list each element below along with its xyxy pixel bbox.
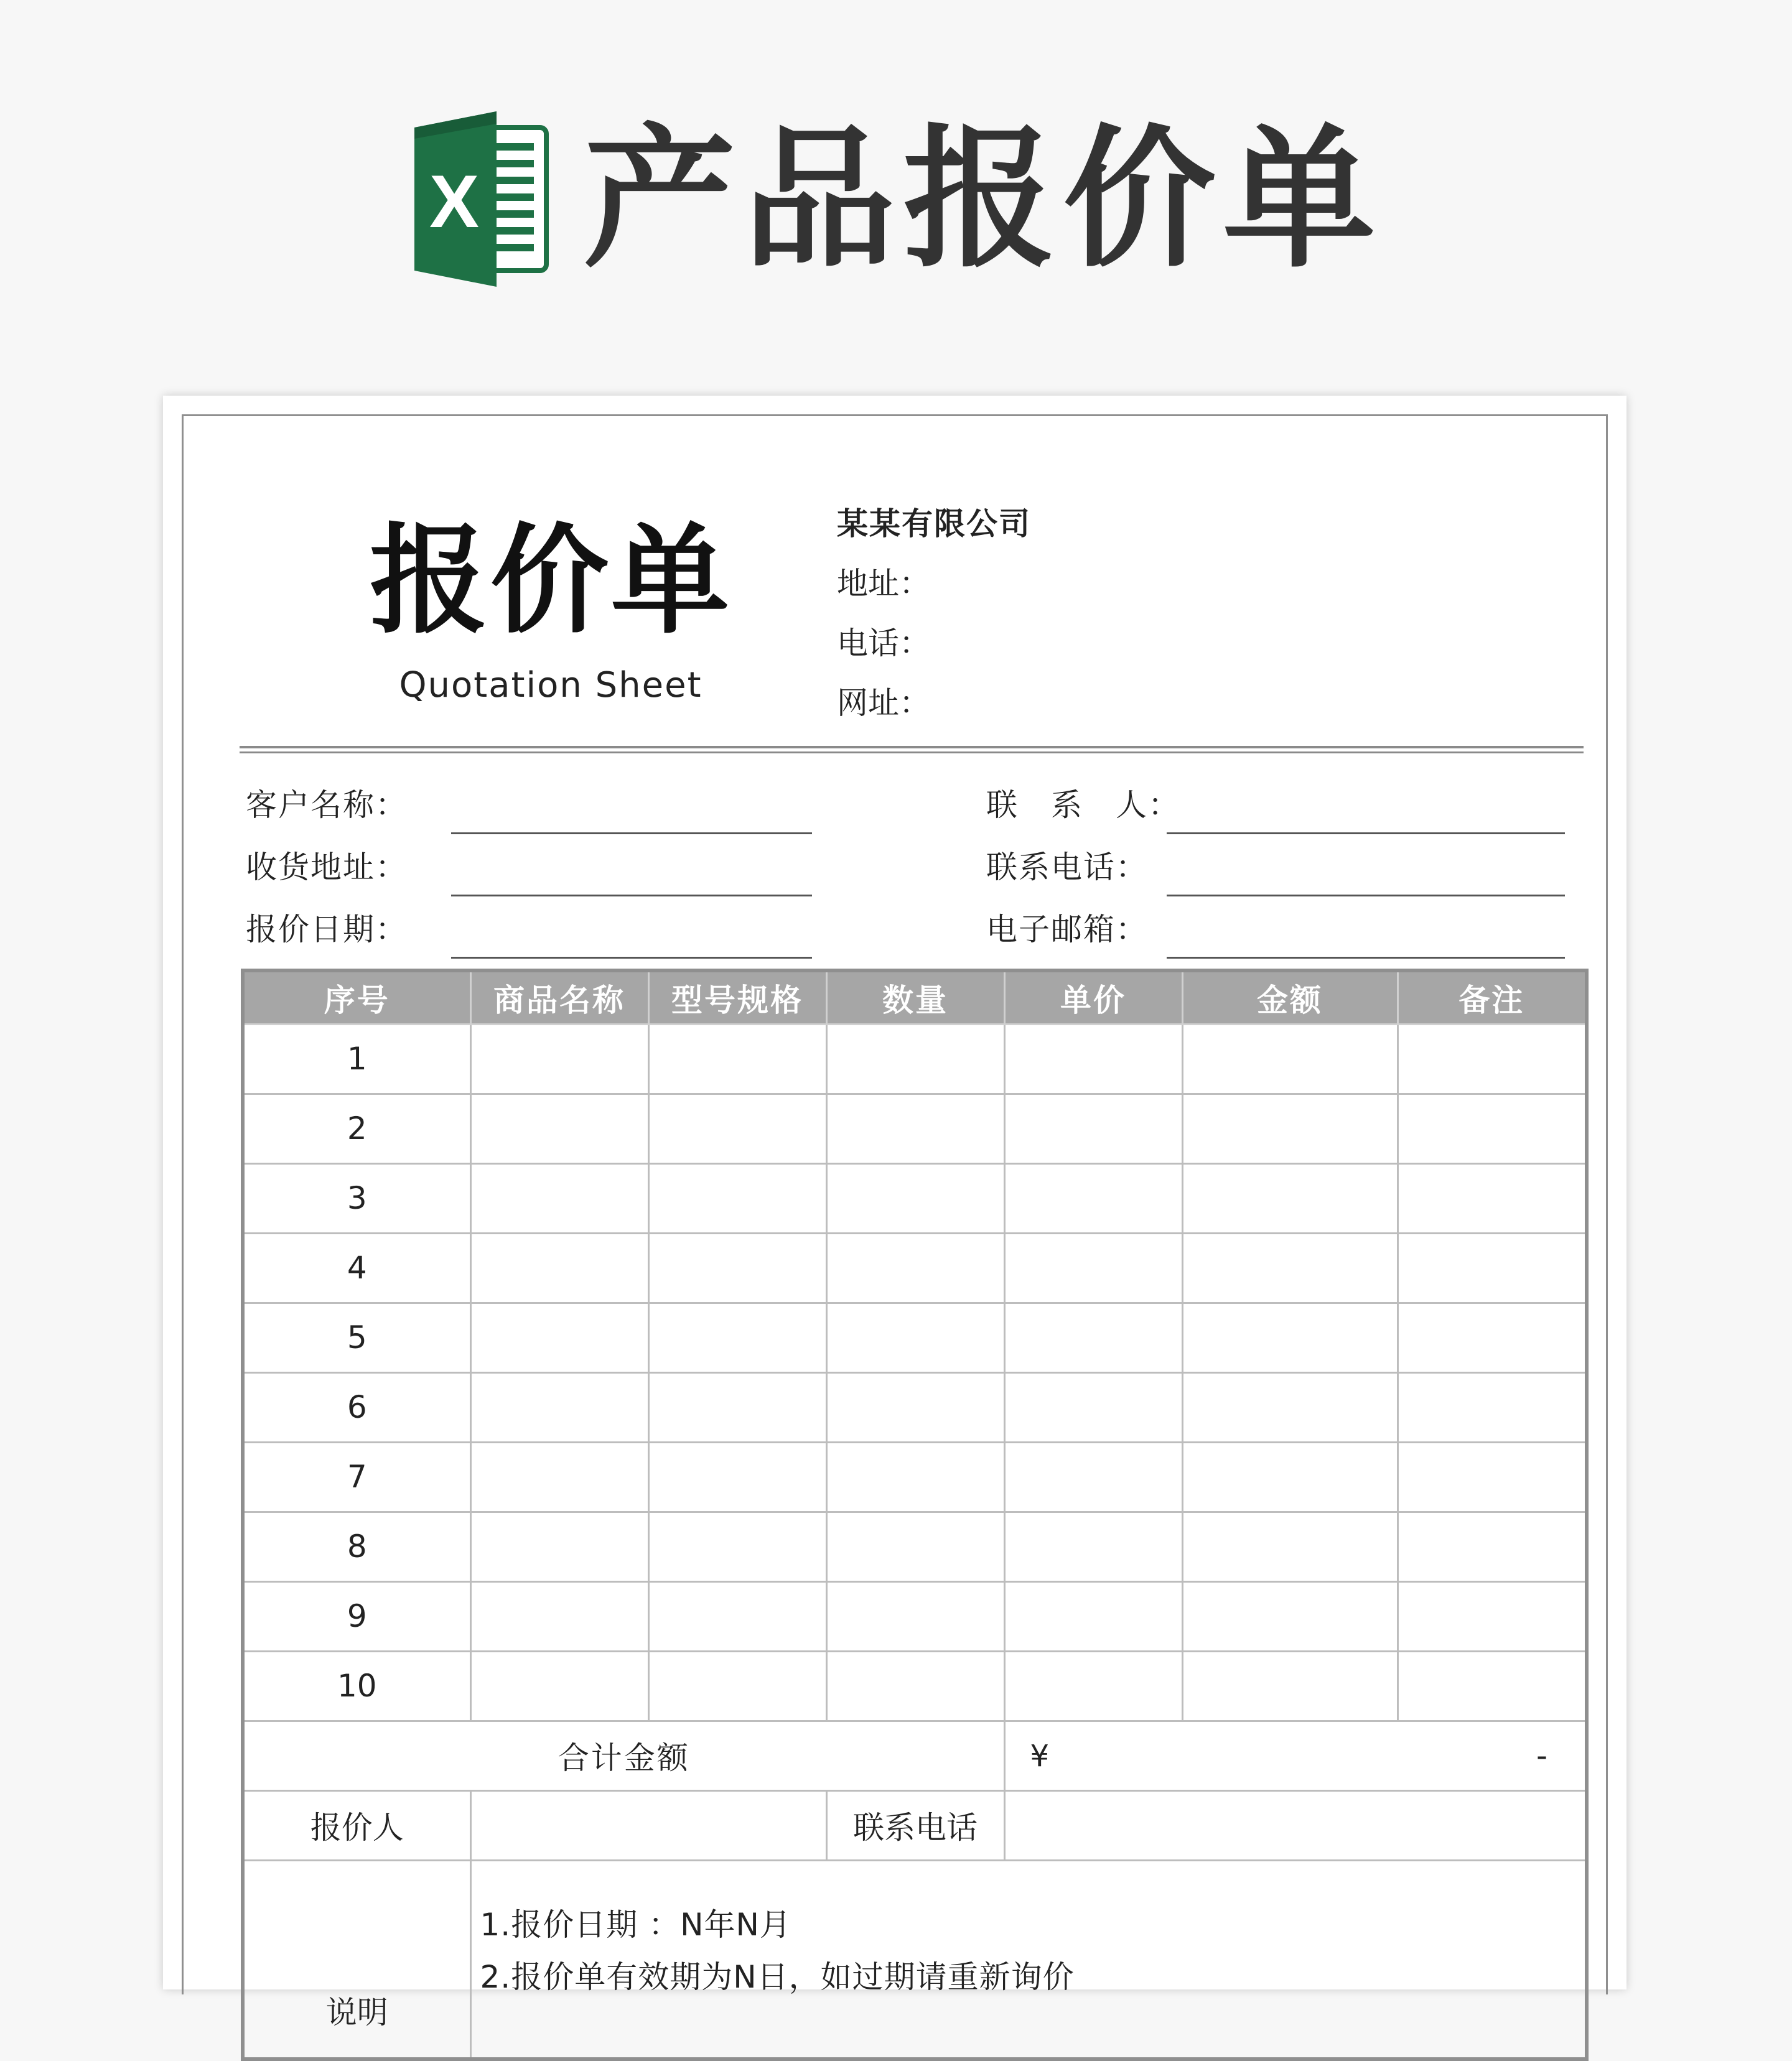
cell-unit-price[interactable] [1004,1163,1182,1233]
cell-unit-price[interactable] [1004,1581,1182,1651]
cell-product[interactable] [470,1581,648,1651]
cell-quantity[interactable] [826,1651,1004,1721]
col-header-product: 商品名称 [470,970,648,1024]
phone-label: 电话 [837,625,899,661]
col-header-unit-price: 单价 [1004,970,1182,1024]
sheet-title: 报价单 [369,512,732,649]
company-address [837,554,1031,613]
cell-quantity[interactable] [826,1094,1004,1163]
cell-quantity[interactable] [826,1303,1004,1372]
customer-name-field[interactable] [246,783,408,827]
cell-remarks[interactable] [1398,1303,1587,1372]
cell-model[interactable] [648,1512,826,1581]
quote-date-label: 报价日期： [246,911,408,947]
table-row [243,1094,1587,1163]
contact-line [1167,832,1565,834]
cell-product[interactable] [470,1163,648,1233]
cell-remarks[interactable] [1398,1094,1587,1163]
cell-unit-price[interactable] [1004,1094,1182,1163]
banner-title: 产品报价单 [583,110,1383,288]
contact-phone-line [1167,895,1565,896]
cell-model[interactable] [648,1581,826,1651]
table-row [243,1512,1587,1581]
cell-amount[interactable] [1182,1512,1398,1581]
cell-unit-price[interactable] [1004,1372,1182,1442]
cell-quantity[interactable] [826,1024,1004,1094]
customer-name-line [451,832,812,834]
website-colon: ： [899,685,930,721]
cell-remarks[interactable] [1398,1442,1587,1512]
cell-model[interactable] [648,1372,826,1442]
cell-amount[interactable] [1182,1651,1398,1721]
cell-remarks[interactable] [1398,1024,1587,1094]
cell-model[interactable] [648,1442,826,1512]
shipping-address-field[interactable] [246,845,408,889]
banner [0,106,1792,292]
cell-product[interactable] [470,1024,648,1094]
cell-amount[interactable] [1182,1024,1398,1094]
cell-model[interactable] [648,1233,826,1303]
quotation-table [241,969,1589,2061]
email-label: 电子邮箱： [986,911,1148,947]
sheet-frame [182,414,1608,2031]
company-phone [837,613,1031,673]
note-line: 2.报价单有效期为N日，如过期请重新询价 [480,1958,1075,1995]
cell-model[interactable] [648,1303,826,1372]
col-header-index: 序号 [243,970,470,1024]
shipping-address-label: 收货地址： [246,849,408,885]
cell-remarks[interactable] [1398,1372,1587,1442]
cell-model[interactable] [648,1094,826,1163]
cell-amount[interactable] [1182,1163,1398,1233]
row-index: 3 [243,1163,470,1233]
cell-amount[interactable] [1182,1233,1398,1303]
cell-model[interactable] [648,1163,826,1233]
row-index: 9 [243,1581,470,1651]
cell-product[interactable] [470,1651,648,1721]
cell-remarks[interactable] [1398,1233,1587,1303]
cell-amount[interactable] [1182,1372,1398,1442]
total-value: - [1536,1738,1547,1774]
notes-label: 说明 [243,1860,470,2059]
total-amount-cell[interactable] [1004,1721,1587,1790]
quoter-label: 报价人 [243,1790,470,1860]
currency-symbol: ¥ [1030,1739,1050,1774]
table-row [243,1303,1587,1372]
table-row [243,1651,1587,1721]
row-index: 4 [243,1233,470,1303]
email-line [1167,957,1565,959]
cell-quantity[interactable] [826,1163,1004,1233]
address-colon: ： [899,565,930,602]
cell-remarks[interactable] [1398,1512,1587,1581]
cell-remarks[interactable] [1398,1163,1587,1233]
cell-unit-price[interactable] [1004,1651,1182,1721]
row-index: 2 [243,1094,470,1163]
header-divider [240,746,1584,753]
table-row [243,1233,1587,1303]
total-label: 合计金额 [243,1721,1004,1790]
table-header-row [243,970,1587,1024]
cell-unit-price[interactable] [1004,1024,1182,1094]
cell-quantity[interactable] [826,1372,1004,1442]
quoter-value-cell[interactable] [470,1790,826,1860]
cell-remarks[interactable] [1398,1651,1587,1721]
table-row [243,1163,1587,1233]
address-label: 地址 [837,565,899,602]
quote-date-line [451,957,812,959]
notes-row [243,1860,1587,2059]
cell-quantity[interactable] [826,1442,1004,1512]
cell-product[interactable] [470,1512,648,1581]
cell-remarks[interactable] [1398,1581,1587,1651]
cell-amount[interactable] [1182,1581,1398,1651]
total-row [243,1721,1587,1790]
row-index: 10 [243,1651,470,1721]
customer-name-label: 客户名称： [246,787,408,823]
cell-amount[interactable] [1182,1094,1398,1163]
row-index: 6 [243,1372,470,1442]
note-line: 1.报价日期 ：N年N月 [480,1906,791,1943]
cell-quantity[interactable] [826,1512,1004,1581]
sheet-subtitle: Quotation Sheet [399,665,702,705]
contact-label: 联 系 人： [986,787,1180,823]
contact-phone-field[interactable] [986,845,1148,889]
row-index: 5 [243,1303,470,1372]
table-row [243,1024,1587,1094]
company-name: 某某有限公司 [837,506,1031,542]
quoter-row [243,1790,1587,1860]
cell-model[interactable] [648,1651,826,1721]
row-index: 7 [243,1442,470,1512]
cell-amount[interactable] [1182,1303,1398,1372]
table-row [243,1372,1587,1442]
cell-unit-price[interactable] [1004,1303,1182,1372]
quoter-phone-label: 联系电话 [826,1790,1004,1860]
contact-field[interactable] [986,783,1180,827]
col-header-amount: 金额 [1182,970,1398,1024]
contact-phone-label: 联系电话： [986,849,1148,885]
quotation-sheet [163,396,1626,2031]
cell-product[interactable] [470,1233,648,1303]
cell-unit-price[interactable] [1004,1233,1182,1303]
table-row [243,1581,1587,1651]
svg-text:X: X [429,160,479,243]
cell-product[interactable] [470,1303,648,1372]
table-row [243,1442,1587,1512]
cell-unit-price[interactable] [1004,1442,1182,1512]
company-info [837,494,1031,733]
excel-icon [409,109,553,289]
shipping-address-line [451,895,812,896]
row-index: 8 [243,1512,470,1581]
notes-cell[interactable] [470,1860,1587,2059]
cell-model[interactable] [648,1024,826,1094]
quote-date-field[interactable] [246,908,408,951]
company-website [837,673,1031,733]
col-header-remarks: 备注 [1398,970,1587,1024]
cell-product[interactable] [470,1442,648,1512]
cell-quantity[interactable] [826,1581,1004,1651]
cell-product[interactable] [470,1094,648,1163]
col-header-quantity: 数量 [826,970,1004,1024]
cell-unit-price[interactable] [1004,1512,1182,1581]
website-label: 网址 [837,685,899,721]
col-header-model: 型号规格 [648,970,826,1024]
row-index: 1 [243,1024,470,1094]
email-field[interactable] [986,908,1148,951]
cell-product[interactable] [470,1372,648,1442]
quoter-phone-value-cell[interactable] [1004,1790,1587,1860]
phone-colon: ： [899,625,930,661]
cell-amount[interactable] [1182,1442,1398,1512]
cell-quantity[interactable] [826,1233,1004,1303]
